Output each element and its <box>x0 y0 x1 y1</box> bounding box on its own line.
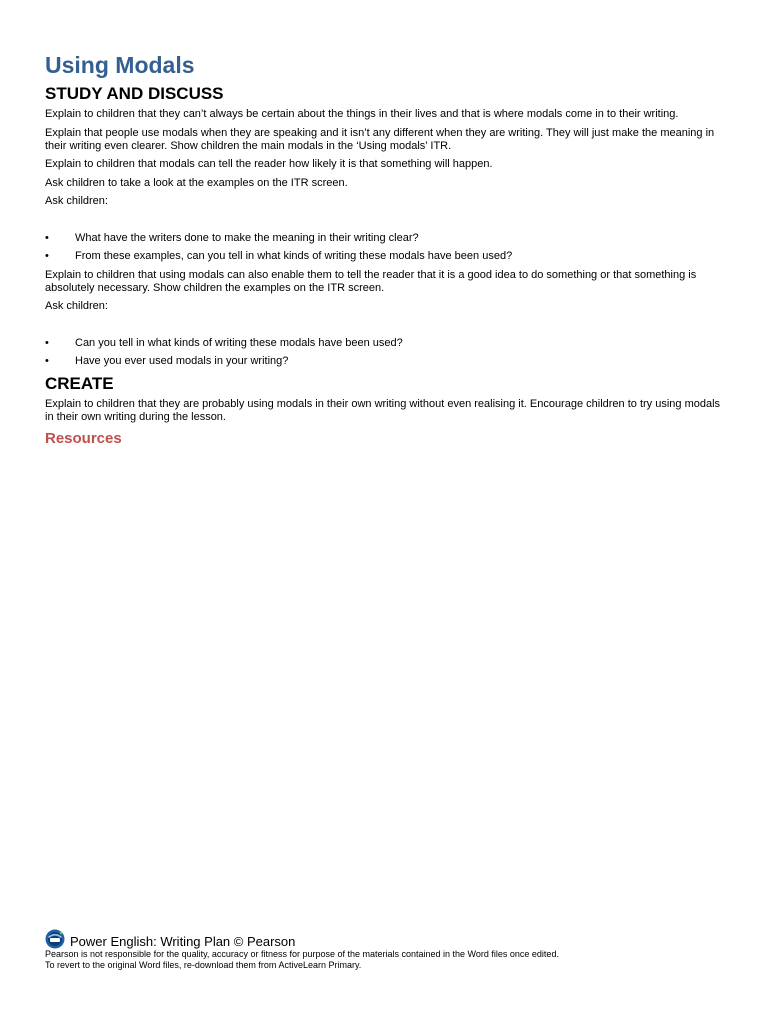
bullet-icon: • <box>45 355 49 367</box>
footer-title-row <box>45 927 735 949</box>
power-english-logo-icon <box>45 929 65 949</box>
paragraph: Ask children: <box>45 195 108 207</box>
paragraph: Explain that people use modals when they are speaking and it isn’t any different when they are writing. They will just make the meaning in their writing even clearer. Show children the main modals in the ‘Using modals’ ITR. <box>45 126 715 152</box>
footer-revert-note: To revert to the original Word files, re-download them from ActiveLearn Primary. <box>45 960 362 970</box>
footer-title: Power English: Writing Plan © Pearson <box>70 934 296 949</box>
list-item-text: Can you tell in what kinds of writing these modals have been used? <box>75 336 403 349</box>
page-title: Using Modals <box>45 52 195 78</box>
heading-create: CREATE <box>45 373 114 393</box>
page-footer <box>45 927 735 971</box>
bullet-icon: • <box>45 336 49 349</box>
list-item <box>45 355 725 368</box>
heading-study-and-discuss: STUDY AND DISCUSS <box>45 84 224 103</box>
list-item-text: What have the writers done to make the meaning in their writing clear? <box>75 231 419 244</box>
list-item-text: From these examples, can you tell in what kinds of writing these modals have been used? <box>75 250 513 262</box>
list-item <box>45 250 725 263</box>
list-item <box>45 232 725 245</box>
spacer <box>45 319 725 337</box>
list-item <box>45 337 725 350</box>
bullet-list <box>45 232 725 264</box>
bullet-icon: • <box>45 231 49 244</box>
bullet-icon: • <box>45 250 49 262</box>
document-page <box>45 52 725 448</box>
paragraph: Explain to children that they are probably using modals in their own writing without even realising it. Encourage children to try using modals in their own writing during the lesson. <box>45 397 721 423</box>
list-item-text: Have you ever used modals in your writing? <box>75 355 289 367</box>
paragraph: Ask children: <box>45 300 108 312</box>
paragraph: Explain to children that using modals can also enable them to tell the reader that it is a good idea to do something or that something is absolutely necessary. Show children the examples on the ITR screen. <box>45 268 697 294</box>
paragraph: Explain to children that modals can tell the reader how likely it is that something will happen. <box>45 158 493 170</box>
footer-disclaimer: Pearson is not responsible for the quality, accuracy or fitness for purpose of the materials contained in the Word files once edited. <box>45 949 559 959</box>
paragraph: Ask children to take a look at the examples on the ITR screen. <box>45 176 348 189</box>
bullet-list <box>45 337 725 369</box>
heading-resources: Resources <box>45 429 122 447</box>
spacer <box>45 214 725 232</box>
paragraph: Explain to children that they can’t always be certain about the things in their lives and that is where modals come in to their writing. <box>45 108 679 120</box>
